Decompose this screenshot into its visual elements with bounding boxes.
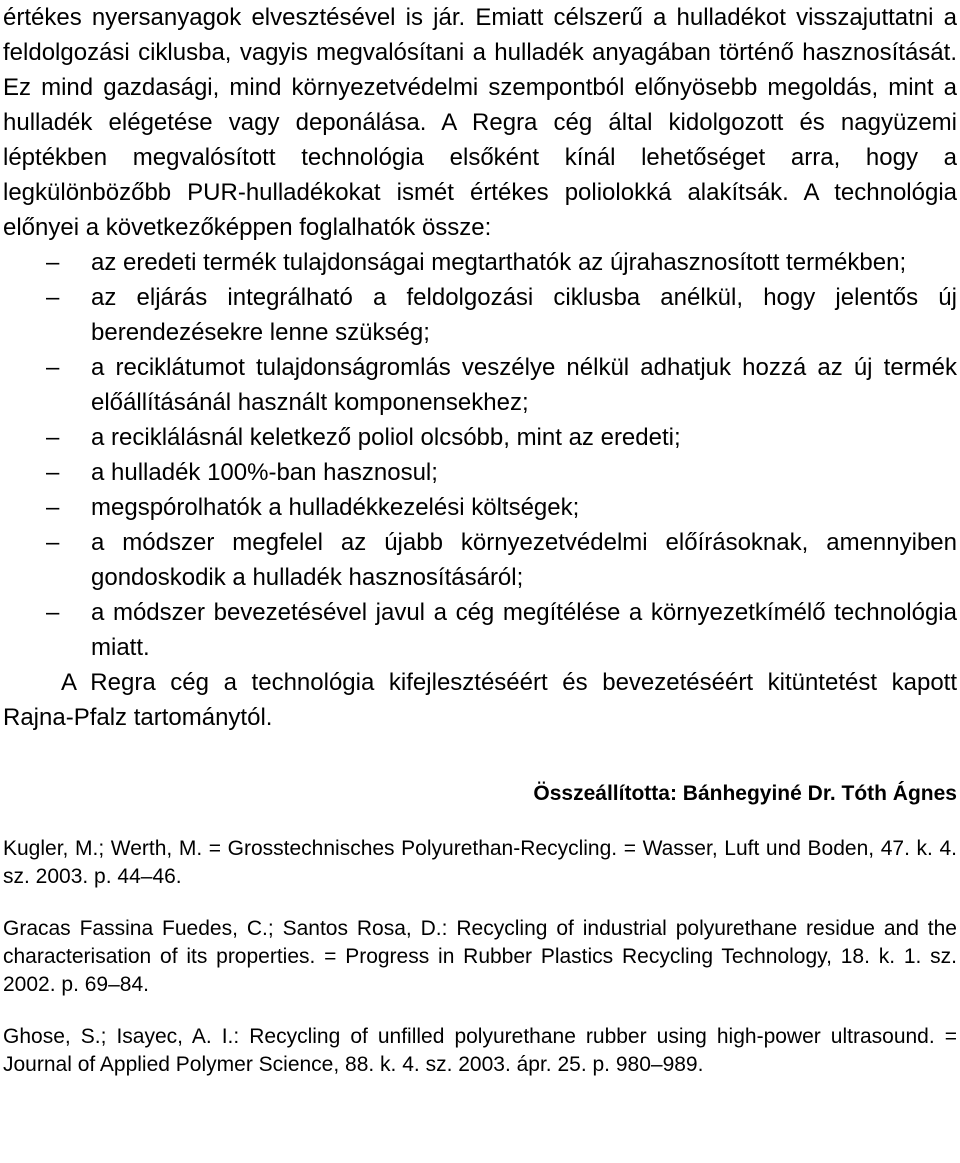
document-page xyxy=(3,0,957,1103)
compiler-signature: Összeállította: Bánhegyiné Dr. Tóth Ágnes xyxy=(533,782,957,805)
list-item xyxy=(3,525,957,595)
list-item xyxy=(3,595,957,665)
list-item-text: a módszer bevezetésével javul a cég megítélése a környezetkímélő technológia miatt. xyxy=(91,599,957,661)
dash-marker: – xyxy=(46,529,60,556)
list-item-text: a reciklálásnál keletkező poliol olcsóbb, mint az eredeti; xyxy=(91,424,681,451)
dash-marker: – xyxy=(46,494,60,521)
list-item-text: a reciklátumot tulajdonságromlás veszélye nélkül adhatjuk hozzá az új termék előállításánál használt komponensekhez; xyxy=(91,354,957,416)
list-item-text: megspórolhatók a hulladékkezelési költségek; xyxy=(91,494,580,521)
list-item xyxy=(3,490,957,525)
reference-item: Kugler, M.; Werth, M. = Grosstechnisches Polyurethan-Recycling. = Wasser, Luft und Boden, 47. k. 4. sz. 2003. p. 44–46. xyxy=(3,837,957,888)
list-item xyxy=(3,280,957,350)
dash-marker: – xyxy=(46,424,60,451)
benefits-list xyxy=(3,245,957,665)
references-section xyxy=(3,835,957,1079)
reference-item: Ghose, S.; Isayec, A. I.: Recycling of unfilled polyurethane rubber using high-power ultrasound. = Journal of Applied Polymer Science, 88. k. 4. sz. 2003. ápr. 25. p. 980–989. xyxy=(3,1025,957,1076)
dash-marker: – xyxy=(46,354,60,381)
dash-marker: – xyxy=(46,599,60,626)
dash-marker: – xyxy=(46,459,60,486)
list-item-text: az eljárás integrálható a feldolgozási ciklusba anélkül, hogy jelentős új berendezésekre lenne szükség; xyxy=(91,284,957,346)
dash-marker: – xyxy=(46,249,60,276)
intro-paragraph: értékes nyersanyagok elvesztésével is jár. Emiatt célszerű a hulladékot visszajuttatni a feldolgozási ciklusba, vagyis megvalósítani a hulladék anyagában történő hasznosítását. Ez mind gazdasági, mind környezetvédelmi szempontból előnyösebb megoldás, mint a hulladék elégetése vagy deponálása. A Regra cég által kidolgozott és nagyüzemi léptékben megvalósított technológia elsőként kínál lehetőséget arra, hogy a legkülönbözőbb PUR-hulladékokat ismét értékes poliolokká alakítsák. A technológia előnyei a következőképpen foglalhatók össze: xyxy=(3,4,957,241)
list-item-text: a módszer megfelel az újabb környezetvédelmi előírásoknak, amennyiben gondoskodik a hulladék hasznosításáról; xyxy=(91,529,957,591)
list-item xyxy=(3,350,957,420)
list-item xyxy=(3,420,957,455)
list-item xyxy=(3,455,957,490)
list-item-text: az eredeti termék tulajdonságai megtarthatók az újrahasznosított termékben; xyxy=(91,249,907,276)
dash-marker: – xyxy=(46,284,60,311)
reference-item: Gracas Fassina Fuedes, C.; Santos Rosa, D.: Recycling of industrial polyurethane residue and the characterisation of its properties. = Progress in Rubber Plastics Recycling Technology, 18. k. 1. sz. 2002. p. 69–84. xyxy=(3,917,957,996)
list-item-text: a hulladék 100%-ban hasznosul; xyxy=(91,459,438,486)
closing-paragraph: A Regra cég a technológia kifejlesztéséért és bevezetéséért kitüntetést kapott Rajna-Pfalz tartománytól. xyxy=(3,669,957,731)
list-item xyxy=(3,245,957,280)
